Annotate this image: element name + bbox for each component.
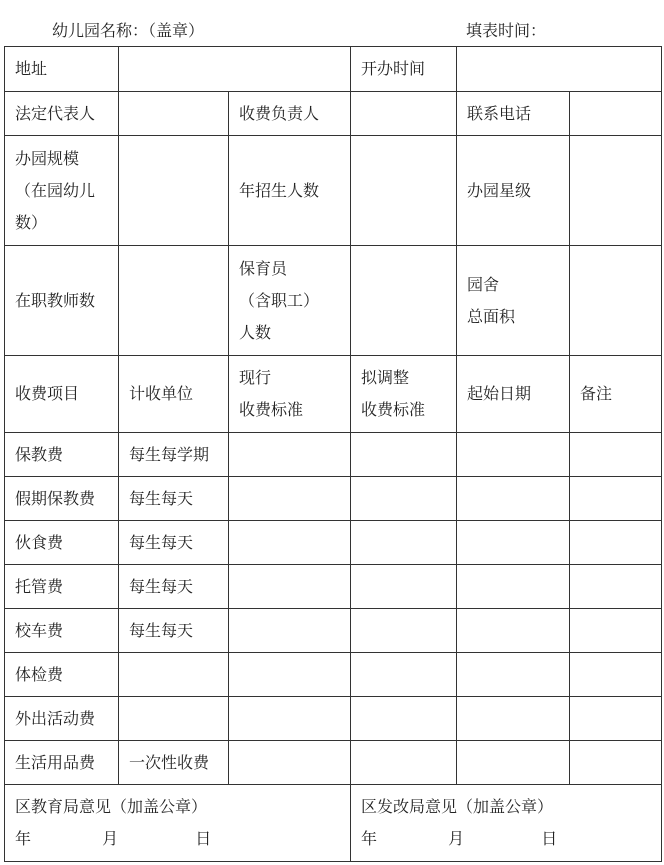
current-standard-header-line: 收费标准 [239, 400, 304, 419]
day-label: 日 [195, 829, 212, 848]
caregiver-label-line: （含职工） [239, 290, 320, 310]
fee-unit-header: 计收单位 [119, 356, 229, 433]
area-label-line: 总面积 [467, 306, 516, 326]
current-standard-cell[interactable] [229, 565, 351, 609]
remark-cell[interactable] [570, 521, 662, 565]
month-label: 月 [102, 829, 119, 848]
development-bureau-date [361, 823, 661, 855]
fee-row [5, 433, 662, 477]
scale-label-line: 数） [15, 212, 48, 232]
proposed-standard-cell[interactable] [351, 565, 457, 609]
fee-row [5, 565, 662, 609]
education-bureau-opinion-label: 区教育局意见（加盖公章） [15, 797, 208, 816]
current-standard-cell[interactable] [229, 433, 351, 477]
address-label: 地址 [5, 47, 119, 92]
fee-manager-label: 收费负责人 [229, 92, 351, 136]
contact-row [5, 92, 662, 136]
start-date-cell[interactable] [457, 565, 570, 609]
fee-registration-table [4, 46, 662, 862]
area-label-line: 园舍 [467, 274, 500, 294]
remark-cell[interactable] [570, 697, 662, 741]
remark-cell[interactable] [570, 741, 662, 785]
annual-enrollment-label: 年招生人数 [229, 136, 351, 246]
development-bureau-opinion-label: 区发改局意见（加盖公章） [361, 797, 554, 816]
current-standard-cell[interactable] [229, 521, 351, 565]
current-standard-cell[interactable] [229, 653, 351, 697]
start-date-cell[interactable] [457, 741, 570, 785]
legal-rep-value[interactable] [119, 92, 229, 136]
proposed-standard-cell[interactable] [351, 477, 457, 521]
education-bureau-opinion[interactable] [5, 785, 351, 862]
proposed-standard-header [351, 356, 457, 433]
fee-unit: 每生每学期 [119, 433, 229, 477]
address-value[interactable] [119, 47, 351, 92]
scale-label [5, 136, 119, 246]
development-bureau-opinion[interactable] [351, 785, 662, 862]
month-label: 月 [448, 829, 465, 848]
remark-cell[interactable] [570, 653, 662, 697]
proposed-standard-cell[interactable] [351, 433, 457, 477]
fee-manager-value[interactable] [351, 92, 457, 136]
fee-item: 伙食费 [5, 521, 119, 565]
caregiver-label [229, 246, 351, 356]
address-row [5, 47, 662, 92]
kindergarten-name-label: 幼儿园名称：（盖章） [52, 21, 205, 40]
remark-cell[interactable] [570, 477, 662, 521]
teachers-value[interactable] [119, 246, 229, 356]
year-label: 年 [361, 829, 378, 848]
caregiver-label-line: 人数 [239, 322, 272, 342]
start-date-cell[interactable] [457, 433, 570, 477]
legal-rep-label: 法定代表人 [5, 92, 119, 136]
current-standard-cell[interactable] [229, 477, 351, 521]
caregiver-label-line: 保育员 [239, 258, 288, 278]
proposed-standard-cell[interactable] [351, 697, 457, 741]
fee-row [5, 697, 662, 741]
remark-cell[interactable] [570, 609, 662, 653]
proposed-standard-header-line: 收费标准 [361, 400, 426, 419]
phone-value[interactable] [570, 92, 662, 136]
area-label [457, 246, 570, 356]
scale-value[interactable] [119, 136, 229, 246]
fee-item: 保教费 [5, 433, 119, 477]
fee-unit: 一次性收费 [119, 741, 229, 785]
fee-row [5, 521, 662, 565]
fee-unit: 每生每天 [119, 521, 229, 565]
fee-unit: 每生每天 [119, 565, 229, 609]
start-date-cell[interactable] [457, 477, 570, 521]
fee-row [5, 741, 662, 785]
start-date-cell[interactable] [457, 653, 570, 697]
scale-row [5, 136, 662, 246]
remark-header: 备注 [570, 356, 662, 433]
start-date-cell[interactable] [457, 697, 570, 741]
remark-cell[interactable] [570, 565, 662, 609]
annual-enrollment-value[interactable] [351, 136, 457, 246]
current-standard-cell[interactable] [229, 609, 351, 653]
fee-unit: 每生每天 [119, 609, 229, 653]
form-header [0, 18, 664, 42]
proposed-standard-cell[interactable] [351, 521, 457, 565]
fee-row [5, 477, 662, 521]
open-date-label: 开办时间 [351, 47, 457, 92]
opinion-row [5, 785, 662, 862]
start-date-header: 起始日期 [457, 356, 570, 433]
year-label: 年 [15, 829, 32, 848]
education-bureau-date [15, 823, 350, 855]
scale-label-line: 办园规模 [15, 148, 80, 168]
proposed-standard-header-line: 拟调整 [361, 368, 410, 387]
fee-item: 假期保教费 [5, 477, 119, 521]
staff-row [5, 246, 662, 356]
fee-unit [119, 653, 229, 697]
day-label: 日 [541, 829, 558, 848]
rating-label: 办园星级 [457, 136, 570, 246]
current-standard-header-line: 现行 [239, 368, 272, 387]
scale-label-line: （在园幼儿 [15, 180, 96, 200]
fee-row [5, 609, 662, 653]
fee-item: 生活用品费 [5, 741, 119, 785]
teachers-label: 在职教师数 [5, 246, 119, 356]
proposed-standard-cell[interactable] [351, 653, 457, 697]
start-date-cell[interactable] [457, 609, 570, 653]
fee-header-row [5, 356, 662, 433]
open-date-value[interactable] [457, 47, 662, 92]
proposed-standard-cell[interactable] [351, 741, 457, 785]
fee-unit [119, 697, 229, 741]
rating-value[interactable] [570, 136, 662, 246]
fill-time-label: 填表时间： [466, 21, 547, 40]
caregiver-value[interactable] [351, 246, 457, 356]
current-standard-cell[interactable] [229, 697, 351, 741]
area-value[interactable] [570, 246, 662, 356]
fee-item: 托管费 [5, 565, 119, 609]
fee-unit: 每生每天 [119, 477, 229, 521]
fee-item: 体检费 [5, 653, 119, 697]
fee-item-header: 收费项目 [5, 356, 119, 433]
start-date-cell[interactable] [457, 521, 570, 565]
current-standard-cell[interactable] [229, 741, 351, 785]
fee-item: 校车费 [5, 609, 119, 653]
fee-row [5, 653, 662, 697]
current-standard-header [229, 356, 351, 433]
phone-label: 联系电话 [457, 92, 570, 136]
fee-item: 外出活动费 [5, 697, 119, 741]
remark-cell[interactable] [570, 433, 662, 477]
proposed-standard-cell[interactable] [351, 609, 457, 653]
